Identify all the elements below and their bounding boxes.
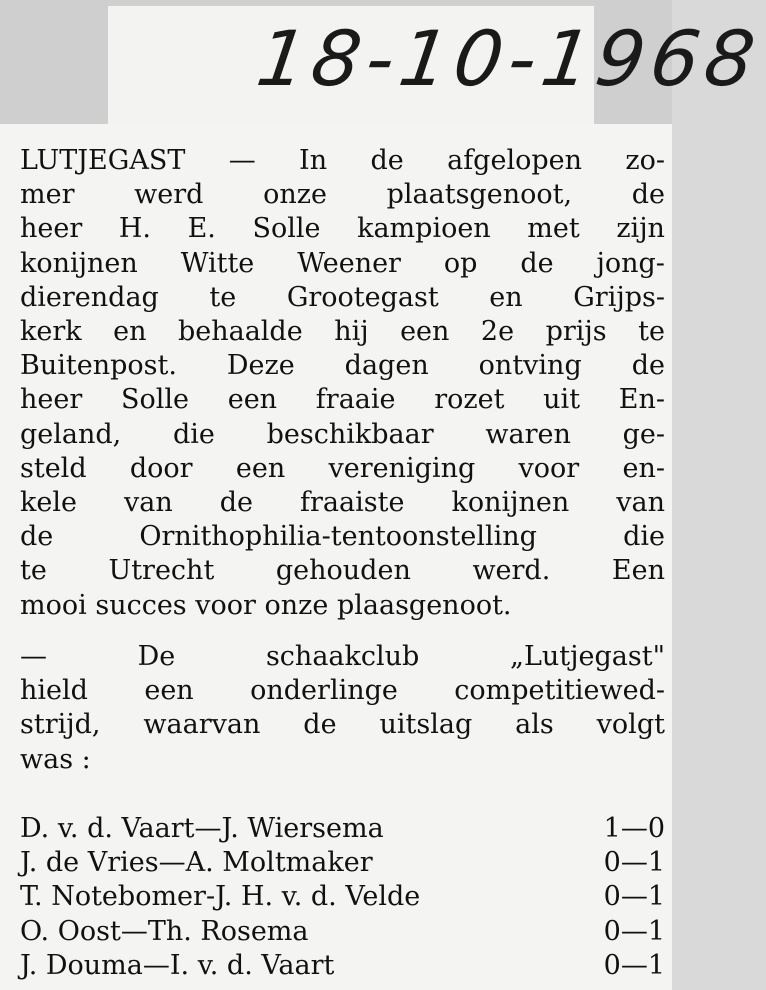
word: hij [334, 316, 369, 348]
word: Grijps- [573, 281, 665, 313]
word: van [616, 487, 665, 519]
word: De [137, 641, 176, 672]
word: Utrecht [108, 555, 215, 587]
word: fraaiste [300, 487, 405, 519]
text-line [20, 452, 665, 486]
word: steld [20, 452, 87, 484]
word: voor [195, 589, 265, 621]
word: een [144, 675, 194, 707]
word: strijd, [20, 709, 101, 741]
text-line [20, 418, 665, 452]
word: Deze [226, 350, 295, 382]
word: Weener [297, 247, 401, 279]
result-score: 1—0 [603, 813, 665, 844]
word: onze [264, 589, 337, 621]
text-line [20, 708, 665, 742]
word: prijs [545, 316, 607, 348]
word: volgt [596, 709, 665, 741]
word: LUTJEGAST [20, 145, 186, 176]
result-match: D. v. d. Vaart—J. Wiersema [20, 813, 384, 844]
word: een [400, 316, 450, 348]
word: met [527, 213, 580, 245]
word: Ornithophilia-tentoonstelling [139, 521, 537, 553]
result-score: 0—1 [603, 881, 665, 913]
result-match: O. Oost—Th. Rosema [20, 915, 309, 947]
result-row [20, 812, 665, 846]
word: de [370, 145, 404, 176]
word: afgelopen [447, 145, 582, 176]
word: zo- [625, 145, 665, 176]
word: die [172, 418, 215, 450]
word: heer [20, 213, 83, 245]
word: te [638, 316, 665, 348]
word: ontving [478, 350, 582, 382]
word: de [20, 521, 54, 553]
word: en [113, 316, 147, 348]
text-line [20, 349, 665, 383]
text-line [20, 743, 665, 777]
word: Grootegast [286, 281, 439, 313]
text-line [20, 674, 665, 708]
result-row [20, 846, 665, 880]
result-match: J. Douma—I. v. d. Vaart [20, 949, 335, 981]
word: werd [134, 179, 204, 211]
word: mer [20, 179, 75, 211]
word: uitslag [379, 709, 473, 741]
word: waren [485, 418, 571, 450]
word: van [123, 487, 173, 519]
word: mooi [20, 589, 96, 621]
word: een [235, 452, 286, 484]
word: beschikbaar [266, 418, 434, 450]
result-row [20, 915, 665, 949]
word: heer [20, 384, 83, 416]
word: konijnen [20, 247, 138, 279]
text-line [20, 520, 665, 554]
word: werd. [472, 555, 551, 587]
word: onderlinge [250, 675, 398, 707]
result-match: J. de Vries—A. Moltmaker [20, 847, 373, 879]
word: Solle [252, 213, 321, 245]
word: door [129, 452, 193, 484]
word: schaakclub [265, 641, 420, 672]
text-line [20, 383, 665, 417]
word: onze [263, 179, 327, 211]
word: Witte [180, 247, 255, 279]
word: de [219, 487, 253, 519]
word: succes [95, 589, 196, 621]
word: geland, [20, 418, 122, 450]
word: Buitenpost. [20, 350, 177, 382]
word: konijnen [451, 487, 570, 519]
word: te [20, 555, 47, 587]
word: „Lutjegast" [509, 641, 665, 672]
word: 2e [480, 316, 515, 348]
word: vereniging [328, 452, 476, 484]
word: uit [543, 384, 581, 416]
text-line [20, 247, 665, 281]
word: jong- [596, 247, 665, 279]
word: en [489, 281, 523, 313]
word: en- [622, 452, 665, 484]
word: te [209, 281, 237, 313]
word: als [515, 709, 554, 741]
word: die [623, 521, 665, 553]
word: fraaie [315, 384, 396, 416]
word: rozet [434, 384, 505, 416]
word: dierendag [20, 281, 159, 313]
word: kerk [20, 316, 82, 348]
text-line [20, 144, 665, 178]
word: de [631, 179, 665, 211]
date-card [108, 6, 766, 134]
text-line [20, 212, 665, 246]
result-row [20, 949, 665, 983]
text-line [20, 554, 665, 588]
article-paragraph-1 [20, 144, 665, 623]
text-line [20, 486, 665, 520]
word: plaatsgenoot, [386, 179, 573, 211]
result-score: 0—1 [603, 949, 665, 981]
word: : [81, 743, 91, 775]
word: hield [20, 675, 88, 707]
word: op [443, 247, 478, 279]
word: was [20, 743, 82, 775]
word: kampioen [357, 213, 491, 245]
word: behaalde [177, 316, 303, 348]
text-line [20, 315, 665, 349]
word: de [520, 247, 554, 279]
text-line [20, 281, 665, 315]
word: — [228, 145, 256, 176]
word: waarvan [143, 709, 261, 741]
word: een [227, 384, 278, 416]
text-line [20, 178, 665, 212]
word: Een [611, 555, 665, 587]
result-match: T. Notebomer-J. H. v. d. Velde [20, 881, 421, 913]
article-paragraph-2 [20, 640, 665, 777]
word: E. [187, 213, 216, 245]
result-score: 0—1 [603, 847, 665, 879]
word: Solle [120, 384, 189, 416]
text-line [20, 640, 665, 674]
word: de [303, 709, 337, 741]
word: — [20, 641, 47, 672]
word: kele [20, 487, 77, 519]
result-row [20, 880, 665, 914]
word: dagen [344, 350, 429, 382]
word: H. [118, 213, 151, 245]
word: In [299, 145, 328, 176]
word: voor [518, 452, 580, 484]
text-line [20, 589, 665, 623]
word: En- [618, 384, 665, 416]
result-score: 0—1 [603, 915, 665, 947]
word: plaasgenoot. [336, 589, 512, 621]
word: gehouden [275, 555, 411, 587]
word: zijn [616, 213, 665, 245]
handwritten-date: 18-10-1968 [251, 14, 766, 103]
word: ge- [622, 418, 665, 450]
word: de [631, 350, 665, 382]
word: competitiewed- [454, 675, 665, 707]
chess-results [20, 812, 665, 983]
